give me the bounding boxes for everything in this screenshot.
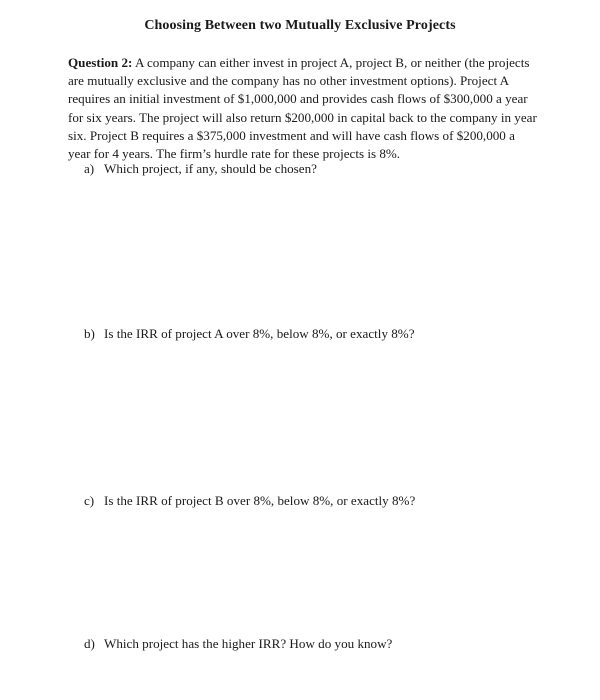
document-title: Choosing Between two Mutually Exclusive Projects [144, 18, 456, 33]
question-label: Question 2: [68, 55, 133, 70]
part-a-text: Which project, if any, should be chosen? [104, 161, 317, 176]
question-body: A company can either invest in project A, project B, or neither (the projects are mutually exclusive and the company has no other investment options). Project A requires an initial investment of $1,000,000 and provides cash flows of $300,000 a year for six years. The project will also return $200,000 in capital back to the company in year six. Project B requires a $375,000 investment and will have cash flows of $200,000 a year for 4 years. The firm’s hurdle rate for these projects is 8%. [68, 55, 537, 162]
part-b-marker: b) [84, 326, 95, 341]
part-c-text: Is the IRR of project B over 8%, below 8%, or exactly 8%? [104, 493, 416, 508]
question-part-a [84, 160, 317, 177]
part-a-marker: a) [84, 161, 95, 176]
question-intro [68, 54, 538, 163]
part-d-text: Which project has the higher IRR? How do you know? [104, 636, 393, 651]
question-part-c [84, 492, 415, 509]
question-part-b [84, 325, 415, 342]
part-c-marker: c) [84, 493, 95, 508]
part-b-text: Is the IRR of project A over 8%, below 8%, or exactly 8%? [104, 326, 415, 341]
question-part-d [84, 635, 392, 652]
part-d-marker: d) [84, 636, 95, 651]
